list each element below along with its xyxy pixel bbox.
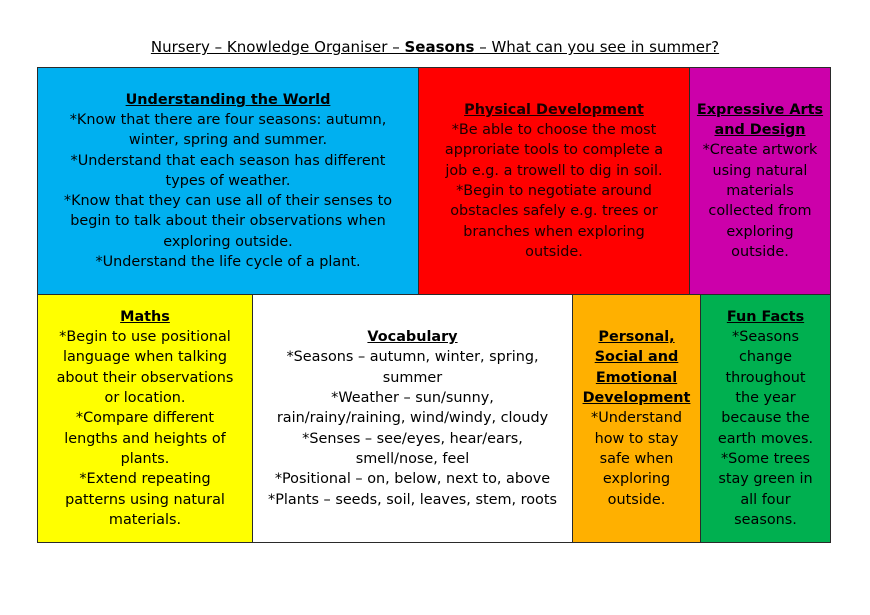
section-line: approriate tools to complete a: [444, 142, 664, 159]
expressive-arts-box: [689, 67, 831, 295]
section-line: summer: [382, 369, 443, 386]
section-line: job e.g. a trowell to dig in soil.: [445, 162, 663, 179]
section-heading: Expressive Arts: [696, 101, 824, 118]
section-line: exploring: [726, 223, 794, 240]
section-heading: Understanding the World: [125, 91, 331, 108]
section-line: *Understand: [591, 410, 682, 427]
section-line: *Plants – seeds, soil, leaves, stem, roots: [268, 491, 557, 508]
section-heading: Maths: [120, 308, 170, 325]
section-line: change: [739, 349, 792, 366]
section-line: *Begin to use positional: [59, 329, 231, 346]
section-line: *Understand that each season has different: [70, 152, 386, 169]
section-heading: Physical Development: [464, 101, 644, 118]
section-line: outside.: [607, 491, 666, 508]
section-line: materials: [726, 183, 794, 199]
section-line: *Be able to choose the most: [451, 122, 657, 139]
section-line: outside.: [525, 243, 583, 260]
section-line: about their observations: [56, 369, 234, 386]
section-line: earth moves.: [717, 430, 814, 447]
section-line: safe when: [599, 450, 674, 467]
section-line: smell/nose, feel: [355, 450, 470, 467]
understanding-the-world-box: [37, 67, 419, 295]
section-line: plants.: [120, 450, 170, 467]
section-line: *Create artwork: [702, 142, 818, 159]
section-line: all four: [740, 491, 791, 508]
section-line: seasons.: [734, 511, 797, 528]
section-line: *Know that there are four seasons: autumn,: [69, 111, 387, 128]
section-line: *Seasons – autumn, winter, spring,: [286, 349, 539, 366]
page-title: [0, 37, 870, 57]
section-heading: and Design: [714, 122, 806, 139]
vocabulary-box: [252, 294, 573, 543]
section-line: stay green in: [718, 471, 813, 488]
section-line: outside.: [731, 243, 789, 260]
section-line: *Understand the life cycle of a plant.: [95, 254, 361, 271]
section-line: obstacles safely e.g. trees or: [450, 203, 658, 220]
section-line: language when talking: [62, 349, 228, 366]
section-line: winter, spring and summer.: [128, 132, 328, 149]
section-heading: Personal,: [598, 329, 675, 346]
section-line: the year: [735, 390, 796, 407]
section-line: *Some trees: [720, 450, 811, 467]
section-line: *Positional – on, below, next to, above: [274, 471, 551, 488]
section-line: lengths and heights of: [64, 430, 226, 447]
section-heading: Vocabulary: [367, 329, 458, 346]
section-line: because the: [721, 410, 810, 427]
section-heading: Fun Facts: [726, 308, 805, 325]
fun-facts-box: [700, 294, 831, 543]
section-heading: Social and: [594, 349, 679, 366]
maths-box: [37, 294, 253, 543]
section-line: exploring outside.: [163, 233, 293, 250]
section-line: *Compare different: [75, 410, 215, 427]
section-line: *Weather – sun/sunny,: [331, 390, 494, 407]
section-line: rain/rainy/raining, wind/windy, cloudy: [276, 410, 549, 427]
section-line: exploring: [602, 471, 671, 488]
section-heading: Emotional: [595, 369, 678, 386]
section-line: collected from: [708, 203, 812, 220]
personal-social-emotional-box: [572, 294, 701, 543]
section-line: using natural: [712, 162, 808, 179]
section-line: branches when exploring: [463, 223, 645, 240]
section-line: or location.: [104, 390, 186, 407]
section-line: types of weather.: [165, 172, 291, 189]
section-line: patterns using natural: [65, 491, 225, 508]
section-line: *Begin to negotiate around: [456, 183, 652, 199]
title-suffix: – What can you see in summer?: [474, 38, 720, 56]
section-line: begin to talk about their observations when: [70, 213, 386, 230]
title-topic: Seasons: [404, 38, 475, 56]
section-line: materials.: [108, 511, 182, 528]
section-line: *Seasons: [732, 329, 799, 346]
section-line: *Know that they can use all of their senses to: [63, 193, 393, 210]
section-line: throughout: [725, 369, 806, 386]
section-line: *Extend repeating: [79, 471, 211, 488]
physical-development-box: [418, 67, 690, 295]
section-line: how to stay: [594, 430, 679, 447]
section-line: *Senses – see/eyes, hear/ears,: [302, 430, 523, 447]
section-heading: Development: [582, 390, 691, 407]
title-prefix: Nursery – Knowledge Organiser –: [150, 38, 405, 56]
